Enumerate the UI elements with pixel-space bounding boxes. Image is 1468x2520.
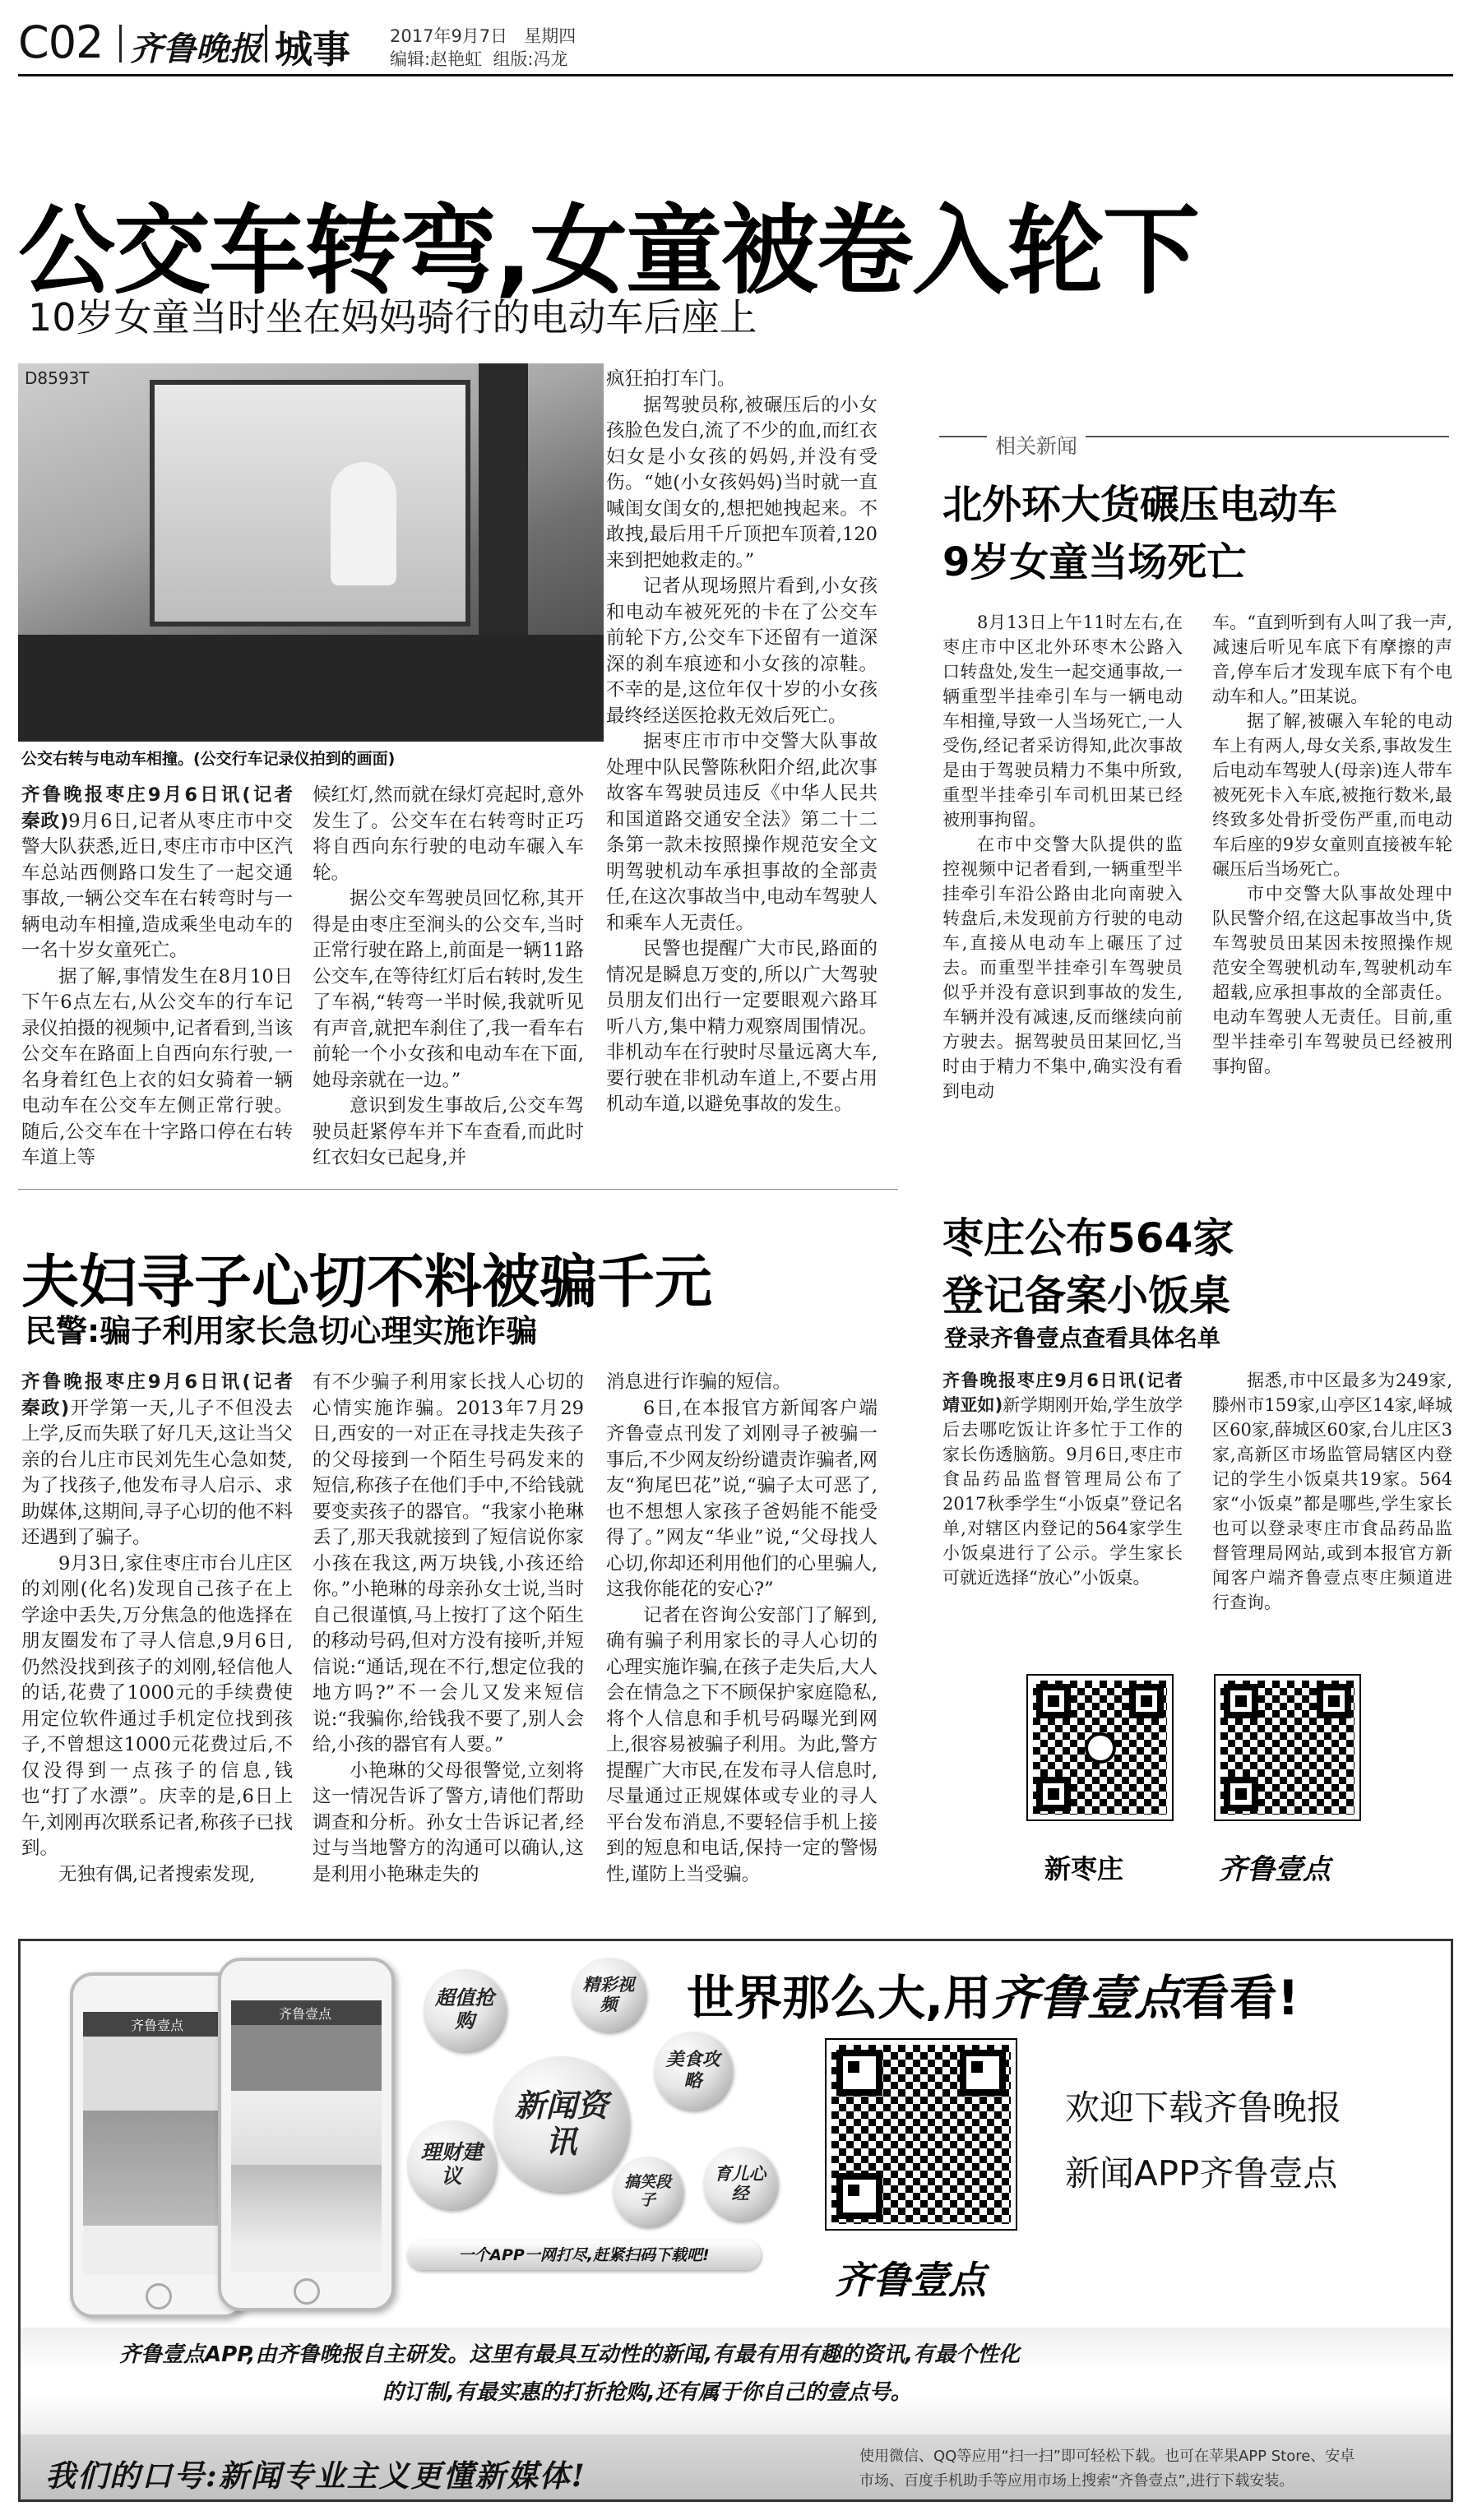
story2-para: 6日,在本报官方新闻客户端齐鲁壹点刊发了刘刚寻子被骗一事后,不少网友纷纷谴责诈骗者,网友“狗尾巴花”说,“骗子太可恶了,也不想想人家孩子爸妈能不能受得了。”网友“华业”说,“父母找人心切,你却还利用他们的心里骗人,这我你能花的安心?” [606,1397,878,1600]
qr-corner-icon [960,2050,1006,2096]
bubble-meishi: 美食攻略 [654,2032,732,2110]
ad-title-brand: 齐鲁壹点 [991,1970,1183,2026]
ad-title [687,1959,1299,2028]
phone-screen [231,2000,382,2272]
ad-intro-line-2: 的订制,有最实惠的打折抢购,还有属于你自己的壹点号。 [382,2380,912,2405]
story2-para: 消息进行诈骗的短信。 [606,1371,792,1393]
ad-qr-brand: 齐鲁壹点 [835,2258,986,2302]
date-text: 2017年9月7日 [390,26,508,46]
story2-para: 9月3日,家住枣庄市台儿庄区的刘刚(化名)发现自己孩子在上学途中丢失,万分焦急的他选择在朋友圈发布了寻人信息,9月6日,仍然没找到孩子的刘刚,轻信他人的话,花费了1000元的手续费使用定位软件通过手机定位找到孩子,不曾想这1000元花费过后,不仅没得到一点孩子的信息,钱也“打了水漂”。庆幸的是,6日上午,刘刚再次联系记者,称孩子已找到。 [21,1552,293,1859]
section-name: 城事 [275,27,350,72]
related-label: 相关新闻 [987,430,1086,460]
qr-left-label: 新枣庄 [1044,1853,1124,1884]
story1-photo [18,363,604,742]
story2-col2 [313,1370,584,1888]
qr-qilu-yidian[interactable] [1216,1676,1359,1819]
story1-para: 据驾驶员称,被碾压后的小女孩脸色发白,流了不少的血,而红衣妇女是小女孩的妈妈,并没有受伤。“她(小女孩妈妈)当时就一直喊闺女闺女的,想把她拽起来。不敢拽,最后用千斤顶把车顶着,120来到把她救走的。” [606,394,878,571]
story1-para: 民警也提醒广大市民,路面的情况是瞬息万变的,所以广大驾驶员朋友们出行一定要眼观六路耳听八方,集中精力观察周围情况。非机动车在行驶时尽量远离大车,要行驶在非机动车道上,不要占用机动车道,以避免事故的发生。 [606,938,878,1115]
issue-date [390,23,576,48]
related-col2 [1212,610,1452,1079]
ad-title-prefix: 世界那么大,用 [687,1970,992,2026]
para-text: 新学期刚开始,学生放学后去哪吃饭让许多忙于工作的家长伤透脑筋。9月6日,枣庄市食品药品监督管理局公布了2017秋季学生“小饭桌”登记名单,对辖区内登记的564家学生小饭桌进行了公示。学生家长可就近选择“放心”小饭桌。 [942,1395,1183,1588]
story3-para [942,1368,1200,1590]
qr-corner-icon [836,2173,882,2219]
story1-col3 [606,367,878,1118]
story1-para: 据了解,事情发生在8月10日下午6点左右,从公交车的行车记录仪拍摄的视频中,记者看到,当该公交车在路面上自西向东行驶,一名身着红色上衣的妇女骑着一辆电动车在公交车左侧正常行驶。随后,公交车在十字路口停在右转车道上等 [21,965,293,1168]
phone-app-title: 齐鲁壹点 [131,2018,184,2033]
phone-home-button [294,2278,320,2305]
story3-subhead: 登录齐鲁壹点查看具体名单 [944,1325,1221,1352]
story3-headline-1: 枣庄公布564家 [942,1214,1234,1262]
ad-slogan: 我们的口号:新闻专业主义更懂新媒体! [45,2458,586,2494]
bubble-licai: 理财建议 [407,2120,496,2209]
story3-headline-2: 登记备案小饭桌 [942,1272,1230,1320]
story1-para: 意识到发生事故后,公交车驾驶员赶紧停车并下车查看,而此时红衣妇女已起身,并 [313,1095,584,1168]
story-divider [18,1189,898,1190]
bubble-jingcai: 精彩视频 [572,1958,646,2032]
story1-photo-caption: 公交右转与电动车相撞。(公交行车记录仪拍到的画面) [21,750,396,768]
story1-subhead: 10岁女童当时坐在妈妈骑行的电动车后座上 [28,295,757,340]
qr-logo-icon [1085,1732,1116,1764]
story2-col1 [21,1370,312,1888]
masthead-divider-2 [265,25,267,62]
editor-text: 编辑:赵艳虹 [390,49,483,69]
related-para: 在市中交警大队提供的监控视频中记者看到,一辆重型半挂牵引车沿公路由北向南驶入转盘后,未发现前方行驶的电动车,直接从电动车上碾压了过去。而重型半挂牵引车驾驶员似乎并没有意识到事故的发生,车辆并没有减速,反而继续向前方驶去。据驾驶员田某回忆,当时由于精力不集中,确实没有看到电动 [942,835,1183,1101]
photo-windshield [150,380,470,627]
masthead-divider [119,25,122,62]
ad-usage-line-1: 使用微信、QQ等应用“扫一扫”即可轻松下载。也可在苹果APP Store、安卓 [859,2448,1355,2465]
masthead [0,0,1468,76]
story2-para [21,1370,312,1551]
qr-corner-icon [1224,1777,1258,1811]
app-ad-banner [18,1939,1453,2502]
related-headline-2: 9岁女童当场死亡 [942,539,1247,585]
story3-col1 [942,1368,1200,1590]
ad-qr-code[interactable] [827,2040,1016,2229]
ad-download-line-1: 欢迎下载齐鲁晚报 [1065,2088,1342,2128]
photo-rider [331,462,396,585]
story2-headline: 夫妇寻子心切不料被骗千元 [21,1248,712,1315]
bubble-xinwen: 新闻资讯 [493,2056,629,2192]
story2-para: 无独有偶,记者搜索发现, [58,1863,256,1885]
story2-subhead: 民警:骗子利用家长急切心理实施诈骗 [25,1313,538,1349]
story1-para: 据公交车驾驶员回忆称,其开得是由枣庄至涧头的公交车,当时正常行驶在路上,前面是一辆11路公交车,在等待红灯后右转时,发生了车祸,“转弯一半时候,我就听见有声音,就把车刹住了,我一看车右前轮一个小女孩和电动车在下面,她母亲就在一边。” [313,888,584,1091]
bubble-chaozhi: 超值抢购 [424,1969,506,2051]
qr-corner-icon [1224,1684,1258,1718]
related-para: 8月13日上午11时左右,在枣庄市中区北外环枣木公路入口转盘处,发生一起交通事故,一辆重型半挂牵引车与一辆电动车相撞,导致一人当场死亡,一人受伤,经记者采访得知,此次事故是由于驾驶员精力不集中所致,重型半挂牵引车司机田某已经被刑事拘留。 [942,613,1183,830]
ad-download-line-2: 新闻APP齐鲁壹点 [1065,2153,1338,2194]
related-para: 车。“直到听到有人叫了我一声,减速后听见车底下有摩擦的声音,停车后才发现车底下有个电动车和人。”田某说。 [1212,613,1452,706]
ad-usage-line-2: 市场、百度手机助手等应用市场上搜索“齐鲁壹点”,进行下载安装。 [859,2472,1294,2490]
story3-para: 据悉,市中区最多为249家,滕州市159家,山亭区14家,峄城区60家,薛城区60家,台儿庄区3家,高新区市场监管局辖区内登记的学生小饭桌共19家。564家“小饭桌”都是哪些,学生家长也可以登录枣庄市食品药品监督管理局网站,或到本报官方新闻客户端齐鲁壹点枣庄频道进行查询。 [1212,1371,1452,1612]
ad-title-suffix: 看看! [1182,1970,1299,2026]
phone-home-button [146,2283,172,2310]
story1-para: 疯狂拍打车门。 [606,368,736,390]
photo-plate: D8593T [25,368,90,388]
paper-name: 齐鲁晚报 [130,30,262,68]
related-para: 据了解,被碾入车轮的电动车上有两人,母女关系,事故发生后电动车驾驶人(母亲)连人带车被死死卡入车底,被拖行数米,最终致多处骨折受伤严重,而电动车后座的9岁女童则直接被车轮碾压后当场死亡。 [1212,711,1452,879]
photo-dash [18,635,604,742]
dateline: 齐鲁晚报枣庄9月6日讯(记者 靖亚如) [942,1371,1200,1415]
related-col1 [942,610,1183,1103]
qr-corner-icon [1129,1684,1164,1718]
editor-line [390,46,568,71]
weekday-text: 星期四 [524,26,577,46]
story3-col2 [1212,1368,1452,1615]
phone-app-title: 齐鲁壹点 [279,2006,332,2022]
para-text: 开学第一天,儿子不但没去上学,反而失联了好几天,这让当父亲的台儿庄市民刘先生心急如焚,为了找孩子,他发布寻人启示、求助媒体,这期间,寻子心切的他不料还遇到了骗子。 [21,1397,293,1548]
qr-xinzaozhuang[interactable] [1028,1676,1172,1819]
story1-para: 候红灯,然而就在绿灯亮起时,意外发生了。公交车在右转弯时正巧将自西向东行驶的电动车碾入车轮。 [313,784,584,884]
dateline: 齐鲁晚报枣庄9月6日讯(记者 秦政) [21,1371,312,1419]
story1-col1 [21,783,312,1172]
story2-para: 记者在咨询公安部门了解到,确有骗子利用家长的寻人心切的心理实施诈骗,在孩子走失后,大人会在情急之下不顾保护家庭隐私,将个人信息和手机号码曝光到网上,很容易被骗子利用。为此,警方提醒广大市民,在发布寻人信息时,尽量通过正规媒体或专业的寻人平台发布消息,不要轻信手机上接到的短息和电话,保持一定的警惕性,谨防上当受骗。 [606,1604,878,1885]
related-headline-1: 北外环大货碾压电动车 [942,482,1338,528]
ad-intro-line-1: 齐鲁壹点APP,由齐鲁晚报自主研发。这里有最具互动性的新闻,有最有用有趣的资讯,有最个性化 [119,2342,1021,2367]
dateline: 齐鲁晚报枣庄9月6日讯(记者 秦政) [21,784,312,832]
story1-col2 [313,783,584,1172]
qr-corner-icon [1317,1684,1351,1718]
page-number: C02 [18,16,104,68]
story2-para: 小艳琳的父母很警觉,立刻将这一情况告诉了警方,请他们帮助调查和分析。孙女士告诉记者,经过与当地警方的沟通可以确认,这是利用小艳琳走失的 [313,1759,584,1885]
layout-text: 组版:冯龙 [493,49,568,69]
story1-para: 记者从现场照片看到,小女孩和电动车被死死的卡在了公交车前轮下方,公交车下还留有一道深深的刹车痕迹和小女孩的凉鞋。不幸的是,这位年仅十岁的小女孩最终经送医抢救无效后死亡。 [606,576,878,727]
qr-corner-icon [1036,1777,1071,1811]
qr-corner-icon [1036,1684,1071,1718]
related-para: 市中交警大队事故处理中队民警介绍,在这起事故当中,货车驾驶员田某因未按照操作规范安全驾驶机动车,驾驶机动车超载,应承担事故的全部责任。电动车驾驶人无责任。目前,重型半挂牵引车驾驶员已经被刑事拘留。 [1212,884,1452,1076]
bubble-yuer: 育儿心经 [703,2147,777,2221]
qr-corner-icon [836,2050,882,2096]
ad-ribbon: 一个APP一网打尽,赶紧扫码下载吧! [407,2240,761,2270]
story2-para: 有不少骗子利用家长找人心切的心情实施诈骗。2013年7月29日,西安的一对正在寻找走失孩子的父母接到一个陌生号码发来的短信,称孩子在他们手中,不给钱就要变卖孩子的器官。“我家小艳琳丢了,那天我就接到了短信说你家小孩在我这,两万块钱,小孩还给你。”小艳琳的母亲孙女士说,当时自己很谨慎,马上按打了这个陌生的移动号码,但对方没有接听,并短信说:“通话,现在不行,想定位我的地方吗?”不一会儿又发来短信说:“我骗你,给钱我不要了,别人会给,小孩的器官有人要。” [313,1371,584,1755]
phone-mockup-right [218,1958,395,2311]
phone-screen [83,2012,234,2275]
para-text: 9月6日,记者从枣庄市中交警大队获悉,近日,枣庄市市中区汽车总站西侧路口发生了一起交通事故,一辆公交车在右转弯时与一辆电动车相撞,造成乘坐电动车的一名十岁女童死亡。 [21,810,293,961]
story1-para: 据枣庄市市中交警大队事故处理中队民警陈秋阳介绍,此次事故客车驾驶员违反《中华人民共和国道路交通安全法》第二十二条第一款未按照操作规范安全文明驾驶机动车承担事故的全部责任,在这次事故当中,电动车驾驶人和乘车人无责任。 [606,731,878,934]
bubble-gaoxiao: 搞笑段子 [613,2157,683,2226]
qr-right-label: 齐鲁壹点 [1219,1853,1331,1886]
story1-para [21,783,312,964]
story1-headline: 公交车转弯,女童被卷入轮下 [18,194,1198,307]
masthead-rule [18,74,1453,76]
story2-col3 [606,1370,878,1888]
